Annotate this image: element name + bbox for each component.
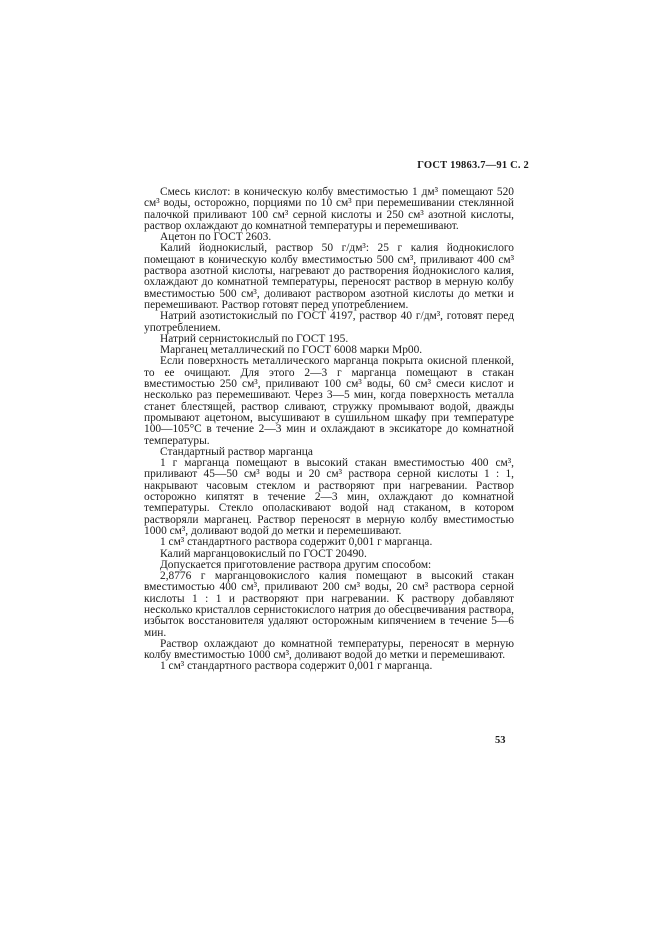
paragraph-standard-solution-heading: Стандартный раствор марганца — [160, 445, 313, 458]
paragraph-potassium-permanganate: Калий марганцовокислый по ГОСТ 20490. — [160, 547, 367, 560]
paragraph-acid-mixture: Смесь кислот: в коническую колбу вместимостью 1 дм³ помещают 520 см³ воды, осторожно, порциями по 10 см³ при перемешивании стеклянной палочкой приливают 100 см³ серной кислоты и 250 см³ азотной кислоты, раствор охлаждают до комнатной температуры и перемешивают. — [144, 186, 514, 232]
paragraph-concentration-1: 1 см³ стандартного раствора содержит 0,001 г марганца. — [160, 536, 433, 549]
paragraph-sodium-nitrite: Натрий азотистокислый по ГОСТ 4197, раствор 40 г/дм³, готовят перед употреблением. — [144, 310, 514, 334]
paragraph-acetone: Ацетон по ГОСТ 2603. — [160, 231, 272, 244]
paragraph-manganese-metal: Марганец металлический по ГОСТ 6008 марки Мр00. — [160, 344, 423, 357]
document-header: ГОСТ 19863.7—91 С. 2 — [417, 160, 529, 171]
page-number: 53 — [495, 735, 506, 746]
paragraph-standard-solution-prep: 1 г марганца помещают в высокий стакан вместимостью 400 см³, приливают 45—50 см³ воды и 20 см³ раствора серной кислоты 1 : 1, накрывают часовым стеклом и растворяют при нагревании. Раствор осторожно кипятят в течение 2—3 мин, охлаждают до комнатной температуры. Стекло ополаскивают водой над стаканом, в котором растворяли марганец. Раствор переносят в мерную колбу вместимостью 1000 см³, доливают водой до метки и перемешивают. — [144, 457, 514, 537]
paragraph-oxide-cleaning: Если поверхность металлического марганца покрыта окисной пленкой, то ее очищают. Для этого 2—3 г марганца помещают в стакан вместимостью 250 см³, приливают 100 см³ воды, 60 см³ смеси кислот и несколько раз перемешивают. Через 3—5 мин, когда поверхность металла станет блестящей, раствор сливают, стружку промывают водой, дважды промывают ацетоном, высушивают в сушильном шкафу при температуре 100—105°С в течение 2—3 мин и охлаждают в эксикаторе до комнатной температуры. — [144, 355, 514, 447]
paragraph-alternative-prep: 2,8776 г марганцовокислого калия помещают в высокий стакан вместимостью 400 см³, приливают 200 см³ воды, 20 см³ раствора серной кислоты 1 : 1 и растворяют при нагревании. К раствору добавляют несколько кристаллов сернистокислого натрия до обесцвечивания раствора, избыток восстановителя удаляют осторожным кипячением в течение 5—6 мин. — [144, 570, 514, 639]
paragraph-sodium-sulfite: Натрий сернистокислый по ГОСТ 195. — [160, 332, 349, 345]
paragraph-concentration-2: 1 см³ стандартного раствора содержит 0,001 г марганца. — [160, 660, 433, 673]
body-text — [144, 187, 514, 673]
paragraph-potassium-periodate: Калий йоднокислый, раствор 50 г/дм³: 25 г калия йоднокислого помещают в коническую колбу вместимостью 500 см³, приливают 400 см³ раствора азотной кислоты, нагревают до растворения йоднокислого калия, охлаждают до комнатной температуры, переносят раствор в мерную колбу вместимостью 500 см³, доливают раствором азотной кислоты до метки и перемешивают. Раствор готовят перед употреблением. — [144, 242, 514, 311]
paragraph-alternative-method: Допускается приготовление раствора другим способом: — [160, 558, 432, 571]
paragraph-cooling: Раствор охлаждают до комнатной температуры, переносят в мерную колбу вместимостью 1000 см³, доливают водой до метки и перемешивают. — [144, 637, 514, 662]
